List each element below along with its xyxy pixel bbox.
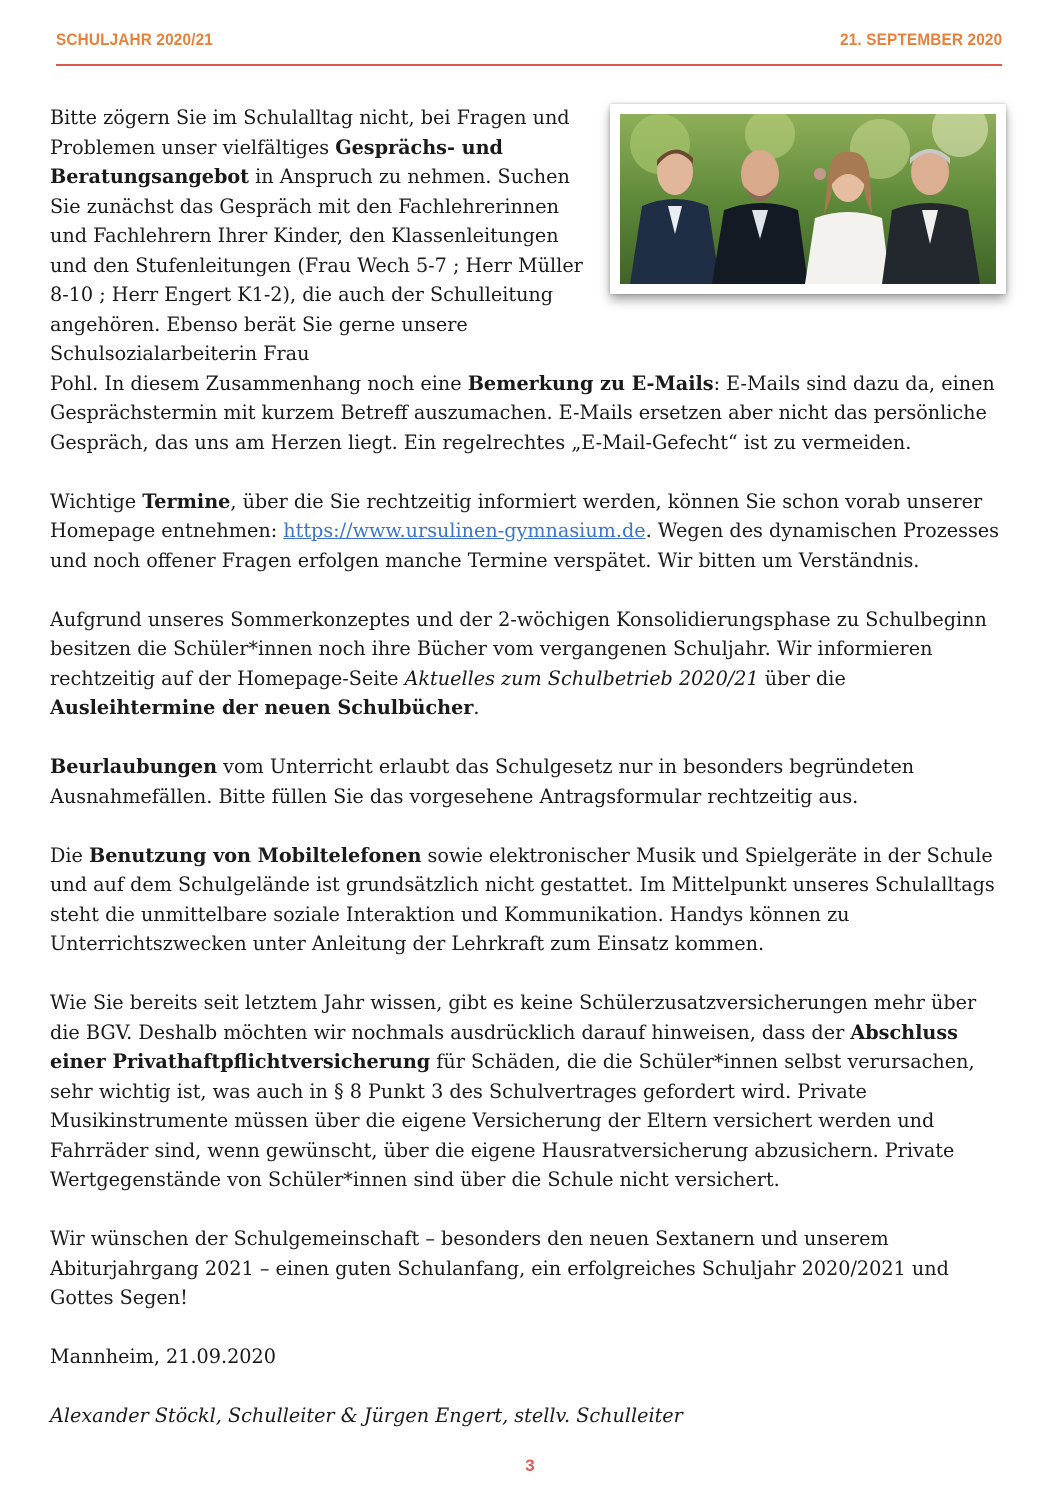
page-number: 3 <box>525 1456 535 1475</box>
bold-text: Abschluss einer Privathaftpflichtversicherung <box>50 1020 958 1073</box>
homepage-link[interactable]: https://www.ursulinen-gymnasium.de <box>283 519 646 542</box>
paragraph-beurlaubungen <box>50 752 1010 811</box>
text: Bitte zögern Sie im Schulalltag nicht, bei Fragen und Problemen unser vielfältiges <box>50 106 570 159</box>
text: in Anspruch zu nehmen. Suchen Sie zunächst das Gespräch mit den Fachlehrerinnen und Fachlehrern Ihrer Kinder, den Klassenleitungen und den Stufenleitungen (Frau Wech 5-7 ; Herr Müller 8-10 ; Herr Engert K1-2), die auch der Schulleitung angehören. Ebenso berät Sie gerne unsere Schulsozialarbeiterin Frau <box>50 165 583 365</box>
paragraph-beratung <box>50 103 1010 457</box>
text: Wir wünschen der Schulgemeinschaft – besonders den neuen Sextanern und unserem Abiturjahrgang 2021 – einen guten Schulanfang, ein erfolgreiches Schuljahr 2020/2021 und Gottes Segen! <box>50 1227 949 1309</box>
paragraph-termine <box>50 487 1010 576</box>
place-date: Mannheim, 21.09.2020 <box>50 1345 276 1368</box>
signature: Alexander Stöckl, Schulleiter & Jürgen Engert, stellv. Schulleiter <box>50 1404 683 1427</box>
paragraph-versicherung <box>50 988 1010 1195</box>
text: : E-Mails sind dazu da, einen Gesprächstermin mit kurzem Betreff auszumachen. E-Mails ersetzen aber nicht das persönliche Gespräch, das uns am Herzen liegt. Ein regelrechtes „E-Mail-Gefecht“ ist zu vermeiden. <box>50 371 995 454</box>
text: Pohl. In diesem Zusammenhang noch eine <box>50 371 468 395</box>
bold-text: Termine <box>142 489 231 513</box>
bold-text: Gesprächs- und Beratungsangebot <box>50 135 503 188</box>
text: Die <box>50 843 89 867</box>
paragraph-mobiltelefone <box>50 841 1010 959</box>
header-school-year: SCHULJAHR 2020/21 <box>56 30 213 49</box>
header-date: 21. SEPTEMBER 2020 <box>839 30 1002 49</box>
text: über die <box>758 666 846 690</box>
bold-text: Benutzung von Mobiltelefonen <box>88 843 422 867</box>
letter-body <box>50 103 1010 1431</box>
bold-text: Ausleihtermine der neuen Schulbücher <box>50 696 474 719</box>
text: . <box>473 696 480 719</box>
paragraph-wuensche <box>50 1224 1010 1313</box>
text: sowie elektronischer Musik und Spielgeräte in der Schule und auf dem Schulgelände ist grundsätzlich nicht gestattet. Im Mittelpunkt unseres Schulalltags steht die unmittelbare soziale Interaktion und Kommunikation. Handys können zu Unterrichtszwecken unter Anleitung der Lehrkraft zum Einsatz kommen. <box>50 843 995 955</box>
text: Aufgrund unseres Sommerkonzeptes und der 2-wöchigen Konsolidierungsphase zu Schulbeginn besitzen die Schüler*innen noch ihre Bücher vom vergangenen Schuljahr. Wir informieren rechtzeitig auf der Homepage-Seite <box>50 607 987 690</box>
page-header <box>56 28 1002 66</box>
text: Wichtige <box>50 489 143 513</box>
text: , über die Sie rechtzeitig informiert werden, können Sie schon vorab unserer Homepage entnehmen: <box>50 489 983 542</box>
text: für Schäden, die die Schüler*innen selbst verursachen, sehr wichtig ist, was auch in § 8 Punkt 3 des Schulvertrages gefordert wird. Private Musikinstrumente müssen über die eigene Versicherung der Eltern versichert werden und Fahrräder sind, wenn gewünscht, über die eigene Hausratversicherung abzusichern. Private Wertgegenstände von Schüler*innen sind über die Schule nicht versichert. <box>50 1050 975 1191</box>
text: Wie Sie bereits seit letztem Jahr wissen, gibt es keine Schülerzusatzversicherungen mehr über die BGV. Deshalb möchten wir nochmals ausdrücklich darauf hinweisen, dass der <box>50 991 977 1044</box>
bold-text: Beurlaubungen <box>50 755 218 778</box>
text: vom Unterricht erlaubt das Schulgesetz nur in besonders begründeten Ausnahmefällen. Bitte füllen Sie das vorgesehene Antragsformular rechtzeitig aus. <box>50 755 915 808</box>
bold-text: Bemerkung zu E-Mails <box>467 371 714 395</box>
text: . Wegen des dynamischen Prozesses und noch offener Fragen erfolgen manche Termine verspätet. Wir bitten um Verständnis. <box>50 519 1000 572</box>
beratung-wrap-text <box>50 103 590 369</box>
paragraph-schulbuecher <box>50 605 1010 723</box>
italic-text: Aktuelles zum Schulbetrieb 2020/21 <box>404 666 759 690</box>
